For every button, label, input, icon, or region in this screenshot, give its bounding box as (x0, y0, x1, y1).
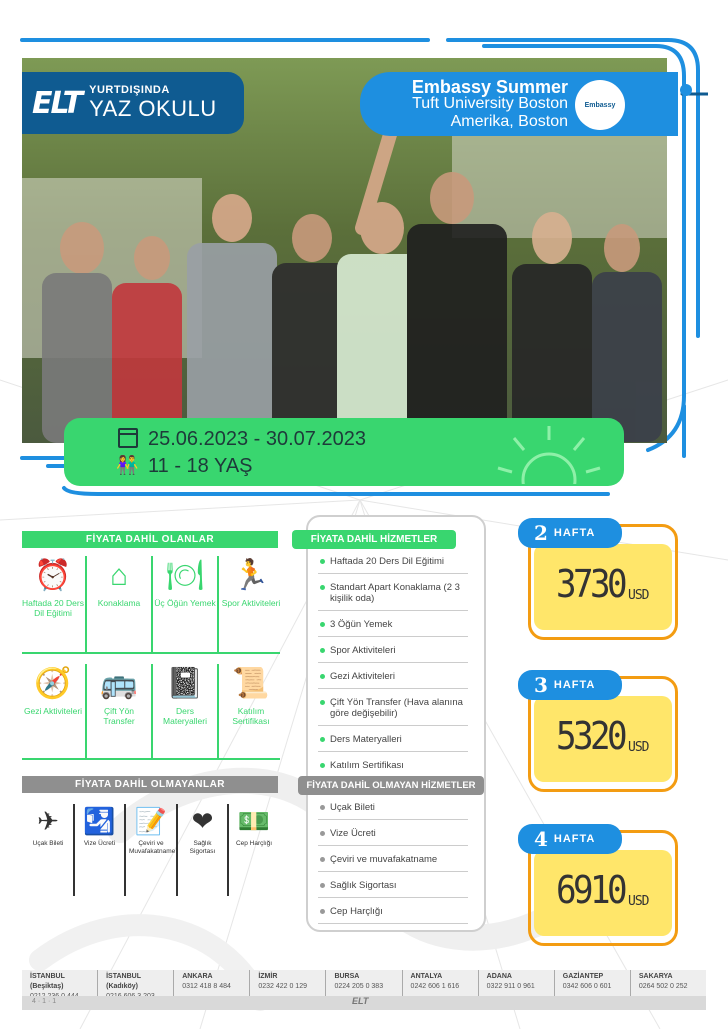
duration-tab (518, 670, 622, 700)
included-label: Spor Aktiviteleri (221, 598, 281, 608)
calendar-icon (118, 428, 138, 448)
compass-icon: 🧭 (34, 667, 72, 700)
office-city: ANKARA (182, 973, 213, 980)
office (250, 970, 326, 996)
office-city: ANTALYA (410, 973, 443, 980)
list-item: Vize Ücreti (318, 828, 468, 846)
list-item: Katılım Sertifikası (318, 760, 468, 778)
included-services-list (318, 556, 468, 786)
included-label: Gezi Aktiviteleri (23, 706, 83, 716)
office-phone[interactable]: 0242 606 1 616 (410, 983, 460, 990)
excluded-services-heading: FİYATA DAHİL OLMAYAN HİZMETLER (298, 776, 484, 795)
included-item (154, 556, 216, 652)
excluded-label: Cep Harçlığı (235, 840, 273, 847)
list-item: Gezi Aktiviteleri (318, 671, 468, 689)
health-icon: ❤ (191, 806, 214, 836)
office-phone[interactable]: 0342 606 0 601 (562, 983, 612, 990)
office-city: SAKARYA (638, 973, 673, 980)
office-phone[interactable]: 0232 422 0 129 (258, 983, 307, 990)
divider (85, 556, 87, 652)
weeks-unit: HAFTA (553, 833, 596, 845)
children-icon: 👫 (116, 455, 139, 475)
included-services-heading: FİYATA DAHİL HİZMETLER (292, 530, 456, 549)
included-label: Haftada 20 Ders Dil Eğitimi (22, 598, 84, 618)
excluded-icons (26, 804, 276, 896)
included-item (220, 664, 282, 758)
office-city: GAZİANTEP (562, 973, 604, 980)
divider (22, 652, 280, 654)
office-city: ADANA (486, 973, 512, 980)
divider (73, 804, 75, 896)
included-heading: FİYATA DAHİL OLANLAR (22, 531, 278, 548)
document-icon: 📝 (134, 806, 168, 836)
excluded-label: Uçak Bileti (32, 840, 64, 847)
included-item (22, 664, 84, 758)
included-item (88, 556, 150, 652)
office-city: BURSA (334, 973, 360, 980)
office (403, 970, 479, 996)
price-card-3-weeks (518, 670, 678, 802)
program-location: Amerika, Boston (450, 113, 568, 130)
partner-logo-text: Embassy (584, 101, 616, 109)
excluded-item (181, 804, 225, 896)
excluded-services-list (318, 802, 468, 932)
included-label: Ders Materyalleri (163, 706, 207, 726)
included-item (22, 556, 84, 652)
certificate-icon: 📜 (232, 667, 270, 700)
brand-logo (22, 72, 244, 134)
price-card-2-weeks (518, 518, 678, 650)
divider (217, 556, 219, 652)
price-card-4-weeks (518, 824, 678, 956)
office-city: İZMİR (258, 973, 278, 980)
office (326, 970, 402, 996)
visa-icon: 🛂 (83, 806, 116, 836)
divider (124, 804, 126, 896)
excluded-label: Vize Ücreti (83, 840, 116, 847)
duration-tab (518, 518, 622, 548)
office (174, 970, 250, 996)
excluded-item (232, 804, 276, 896)
excluded-item (78, 804, 122, 896)
office-city: İSTANBUL (Kadıköy) (106, 973, 141, 990)
list-item: Standart Apart Konaklama (2 3 kişilik oda) (318, 582, 468, 611)
list-item: Uçak Bileti (318, 802, 468, 820)
included-label: Katılım Sertifikası (232, 706, 270, 726)
included-item (220, 556, 282, 652)
offices-footer (22, 970, 706, 996)
age-range: 11 - 18 YAŞ (148, 455, 253, 477)
excluded-item (129, 804, 176, 896)
office-phone[interactable]: 0322 911 0 961 (486, 983, 535, 990)
office-phone[interactable]: 0312 418 8 484 (182, 983, 231, 990)
weeks-unit: HAFTA (553, 527, 596, 539)
notebook-icon: 📓 (166, 667, 204, 700)
program-school: Tuft University Boston (412, 95, 568, 112)
meal-icon: 🍽 (165, 559, 205, 592)
included-item (88, 664, 150, 758)
plane-ticket-icon: ✈ (37, 806, 59, 836)
included-label: Üç Öğün Yemek (154, 598, 216, 608)
price-currency: USD (628, 588, 649, 603)
duration-tab (518, 824, 622, 854)
divider (85, 664, 87, 758)
brand-line2: YAZ OKULU (89, 96, 217, 121)
divider (227, 804, 229, 896)
list-item: Cep Harçlığı (318, 906, 468, 924)
office (631, 970, 706, 996)
office (98, 970, 174, 996)
divider (176, 804, 178, 896)
list-item: Sağlık Sigortası (318, 880, 468, 898)
weeks-unit: HAFTA (553, 679, 596, 691)
excluded-heading: FİYATA DAHİL OLMAYANLAR (22, 776, 278, 793)
office (479, 970, 555, 996)
price-currency: USD (628, 894, 649, 909)
list-item: Ders Materyalleri (318, 734, 468, 752)
office-phone[interactable]: 0264 502 0 252 (638, 983, 688, 990)
divider (217, 664, 219, 758)
divider (151, 664, 153, 758)
bus-icon: 🚌 (100, 667, 138, 700)
included-item (154, 664, 216, 758)
excluded-label: Sağlık Sigortası (189, 840, 216, 855)
partner-logo (575, 80, 625, 130)
excluded-label: Çeviri ve Muvafakatname (129, 840, 176, 855)
price-currency: USD (628, 740, 649, 755)
sport-icon: 🏃 (232, 559, 270, 592)
included-label: Konaklama (97, 598, 141, 608)
sun-decoration (494, 420, 604, 484)
price-amount: 6910 (556, 868, 624, 912)
price-amount: 3730 (556, 562, 624, 606)
footer-logo: ELT (352, 996, 369, 1006)
included-icons-row2 (22, 664, 282, 758)
date-range: 25.06.2023 - 30.07.2023 (148, 428, 366, 450)
money-icon: 💵 (237, 806, 271, 836)
office (555, 970, 631, 996)
list-item: Haftada 20 Ders Dil Eğitimi (318, 556, 468, 574)
program-title: Embassy Summer (411, 77, 568, 97)
weeks-number: 3 (534, 673, 548, 697)
included-label: Çift Yön Transfer (103, 706, 135, 726)
divider (22, 758, 280, 760)
weeks-number: 2 (534, 521, 548, 545)
excluded-item (26, 804, 70, 896)
weeks-number: 4 (534, 827, 548, 851)
price-amount: 5320 (556, 714, 624, 758)
list-item: Spor Aktiviteleri (318, 645, 468, 663)
list-item: 3 Öğün Yemek (318, 619, 468, 637)
brand-mark: ELT (32, 85, 82, 121)
included-icons-row1 (22, 556, 282, 652)
office (22, 970, 98, 996)
divider (151, 556, 153, 652)
office-city: İSTANBUL (Beşiktaş) (30, 973, 65, 990)
list-item: Çift Yön Transfer (Hava alanına göre değişebilir) (318, 697, 468, 726)
alarm-clock-icon: ⏰ (34, 559, 72, 592)
house-icon: ⌂ (109, 559, 129, 592)
office-phone[interactable]: 0224 205 0 383 (334, 983, 384, 990)
page-number: 4 · 1 · 1 (32, 998, 57, 1005)
list-item: Çeviri ve muvafakatname (318, 854, 468, 872)
brand-line1: YURTDIŞINDA (89, 84, 170, 96)
